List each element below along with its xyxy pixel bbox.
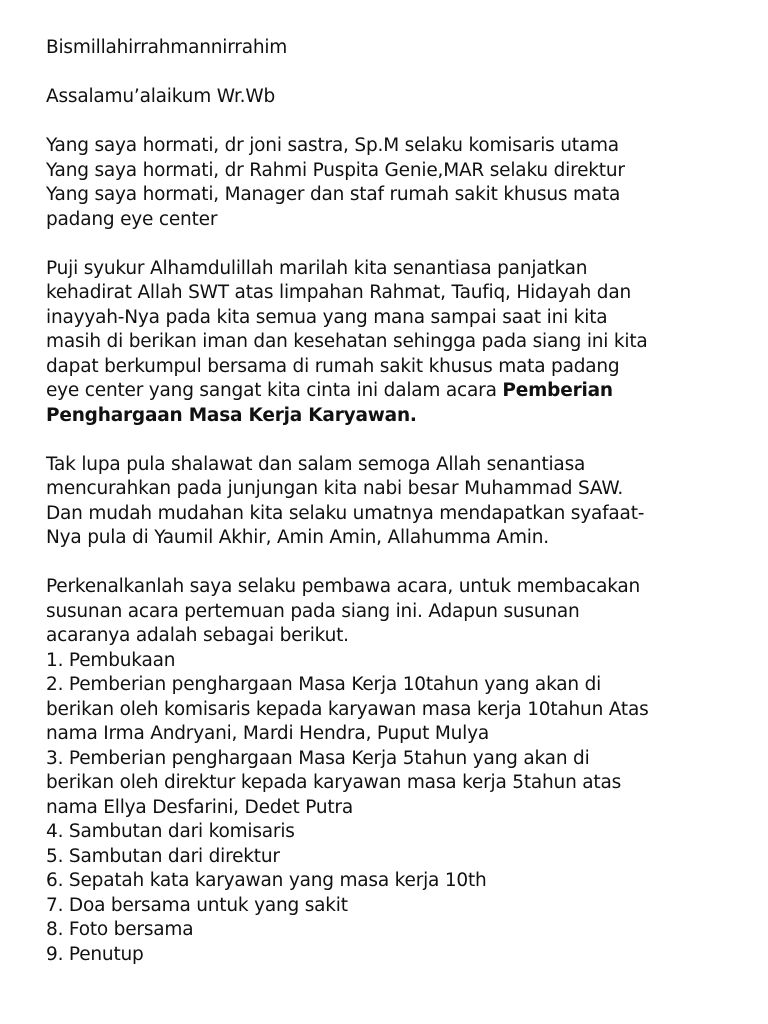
gratitude-line: masih di berikan iman dan kesehatan sehingga pada siang ini kita	[46, 331, 648, 352]
salutations-paragraph	[46, 134, 736, 232]
salutation-line: Yang saya hormati, Manager dan staf rumah sakit khusus mata	[46, 184, 621, 205]
salutation-line: Yang saya hormati, dr Rahmi Puspita Genie,MAR selaku direktur	[46, 159, 625, 181]
event-title: Penghargaan Masa Kerja Karyawan.	[46, 404, 417, 426]
paragraph-gap	[46, 428, 736, 453]
agenda-item-line: 9. Penutup	[46, 943, 144, 965]
agenda-item-line: 2. Pemberian penghargaan Masa Kerja 10tahun yang akan di	[46, 674, 602, 695]
gratitude-line: Puji syukur Alhamdulillah marilah kita senantiasa panjatkan	[46, 257, 588, 279]
agenda-item	[46, 747, 736, 821]
introduction-line: acaranya adalah sebagai berikut.	[46, 625, 349, 646]
agenda-item	[46, 845, 736, 870]
agenda-item	[46, 894, 736, 919]
agenda-item-line: berikan oleh direktur kepada karyawan masa kerja 5tahun atas	[46, 772, 622, 793]
introduction-paragraph	[46, 575, 736, 649]
agenda-item-line: nama Ellya Desfarini, Dedet Putra	[46, 796, 353, 818]
agenda-item	[46, 918, 736, 943]
salutation-line: padang eye center	[46, 208, 218, 230]
gratitude-last-line	[46, 379, 736, 404]
shalawat-paragraph	[46, 453, 736, 551]
paragraph-gap	[46, 61, 736, 86]
event-title-start: Pemberian	[502, 380, 613, 401]
gratitude-paragraph	[46, 257, 736, 429]
gratitude-line: inayyah-Nya pada kita semua yang mana sampai saat ini kita	[46, 306, 608, 328]
shalawat-line: mencurahkan pada junjungan kita nabi besar Muhammad SAW.	[46, 478, 623, 499]
paragraph-gap	[46, 551, 736, 576]
agenda-item-line: 6. Sepatah kata karyawan yang masa kerja 10th	[46, 870, 487, 891]
agenda-item	[46, 673, 736, 747]
opening-basmalah: Bismillahirrahmannirrahim	[46, 37, 288, 58]
agenda-item	[46, 820, 736, 845]
document-body	[46, 36, 736, 967]
agenda-item-line: 7. Doa bersama untuk yang sakit	[46, 894, 348, 916]
shalawat-line: Tak lupa pula shalawat dan salam semoga Allah senantiasa	[46, 453, 586, 475]
shalawat-line: Nya pula di Yaumil Akhir, Amin Amin, Allahumma Amin.	[46, 527, 549, 548]
agenda-item-line: 1. Pembukaan	[46, 649, 176, 671]
salutation-line: Yang saya hormati, dr joni sastra, Sp.M selaku komisaris utama	[46, 135, 619, 156]
introduction-line: susunan acara pertemuan pada siang ini. Adapun susunan	[46, 600, 580, 622]
paragraph-gap	[46, 110, 736, 135]
agenda-item-line: 8. Foto bersama	[46, 919, 194, 940]
agenda-item	[46, 649, 736, 674]
gratitude-line: kehadirat Allah SWT atas limpahan Rahmat, Taufiq, Hidayah dan	[46, 282, 632, 303]
gratitude-line: dapat berkumpul bersama di rumah sakit khusus mata padang	[46, 355, 620, 377]
agenda-item-line: 4. Sambutan dari komisaris	[46, 821, 295, 842]
agenda-item	[46, 943, 736, 968]
agenda-item-line: 3. Pemberian penghargaan Masa Kerja 5tahun yang akan di	[46, 747, 590, 769]
gratitude-line-text: eye center yang sangat kita cinta ini dalam acara	[46, 380, 503, 401]
greeting: Assalamu’alaikum Wr.Wb	[46, 86, 275, 107]
agenda-item-line: berikan oleh komisaris kepada karyawan masa kerja 10tahun Atas	[46, 698, 649, 720]
agenda-item	[46, 869, 736, 894]
introduction-line: Perkenalkanlah saya selaku pembawa acara, untuk membacakan	[46, 576, 641, 597]
agenda-item-line: nama Irma Andryani, Mardi Hendra, Puput Mulya	[46, 723, 489, 744]
shalawat-line: Dan mudah mudahan kita selaku umatnya mendapatkan syafaat-	[46, 502, 645, 524]
agenda-list	[46, 649, 736, 968]
paragraph-gap	[46, 232, 736, 257]
agenda-item-line: 5. Sambutan dari direktur	[46, 845, 280, 867]
